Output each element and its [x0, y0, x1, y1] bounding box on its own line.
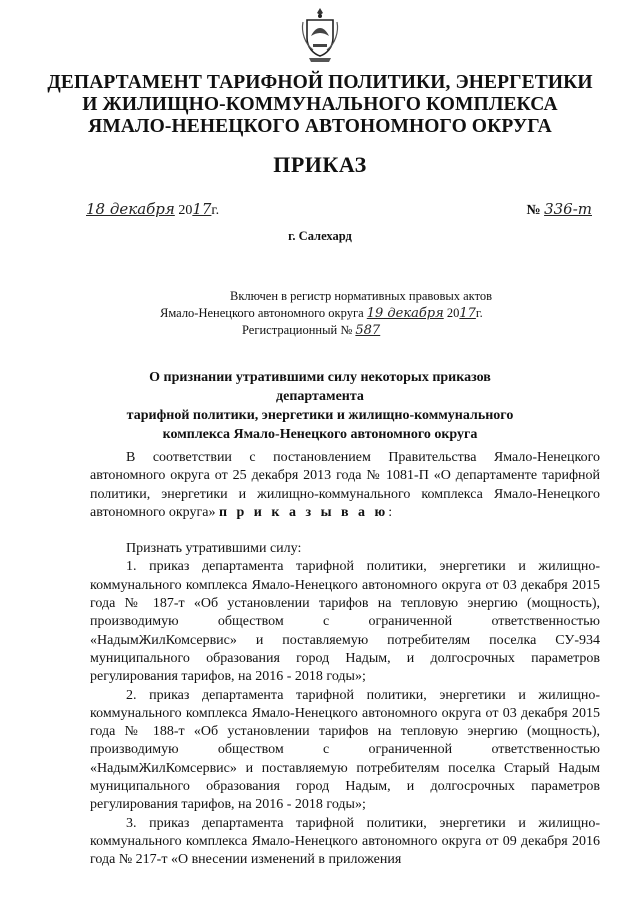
document-body — [90, 449, 600, 870]
registration-line-1: Включен в регистр нормативных правовых актов — [230, 289, 493, 303]
coat-of-arms-emblem — [299, 6, 341, 66]
registration-handwritten-year: 17 — [459, 306, 476, 321]
declare-paragraph: Признать утратившими силу: — [126, 541, 302, 557]
order-subject — [110, 368, 530, 444]
city-label: г. Салехард — [288, 229, 352, 243]
registration-line-3 — [160, 322, 580, 339]
registration-line-2 — [160, 305, 580, 322]
registration-year-suffix: г. — [475, 306, 483, 320]
registration-number-label: Регистрационный № — [242, 323, 353, 337]
intro-text: В соответствии с постановлением Правительства Ямало-Ненецкого автономного округа от 25 декабря 2013 года № 1081-П «О департаменте тарифной политики, энергетики и жилищно-коммунального комплекса Ямало-Ненецкого автономного округа» — [90, 450, 600, 520]
subject-line-1: О признании утратившими силу некоторых приказов департамента — [149, 370, 491, 404]
department-header — [40, 72, 600, 138]
order-number — [526, 200, 592, 219]
header-line-2: И ЖИЛИЩНО-КОММУНАЛЬНОГО КОМПЛЕКСА — [82, 94, 558, 115]
subject-line-3: комплекса Ямало-Ненецкого автономного округа — [162, 427, 478, 442]
document-type-title: ПРИКАЗ — [273, 152, 367, 177]
order-date — [86, 200, 219, 219]
item-2-paragraph: 2. приказ департамента тарифной политики, энергетики и жилищно-коммунального комплекса Ямало-Ненецкого автономного округа от 03 декабря 2015 года № 188-т «Об установлении тарифов на тепловую энергию (мощность), производимую обществом с ограниченной ответственностью «НадымЖилКомсервис» и поставляемую потребителям поселка Старый Надым муниципального образования город Надым, и долгосрочных параметров регулирования тарифов, на 2016 - 2018 годы»; — [90, 687, 600, 813]
item-3-paragraph: 3. приказ департамента тарифной политики, энергетики и жилищно-коммунального комплекса Ямало-Ненецкого автономного округа от 09 декабря 2016 года № 217-т «О внесении изменений в приложения — [90, 815, 600, 868]
order-colon: : — [388, 504, 393, 520]
year-suffix: г. — [211, 203, 220, 218]
registration-stamp — [160, 288, 580, 339]
header-line-3: ЯМАЛО-НЕНЕЦКОГО АВТОНОМНОГО ОКРУГА — [88, 116, 552, 137]
intro-paragraph — [90, 449, 600, 522]
header-line-1: ДЕПАРТАМЕНТ ТАРИФНОЙ ПОЛИТИКИ, ЭНЕРГЕТИКИ — [47, 72, 593, 93]
handwritten-number: 336-т — [544, 200, 592, 218]
registration-year-prefix: 20 — [446, 306, 460, 320]
number-sign: № — [526, 203, 541, 218]
registration-handwritten-number: 587 — [355, 323, 381, 338]
subject-line-2: тарифной политики, энергетики и жилищно-коммунального — [126, 408, 514, 423]
registration-handwritten-date: 19 декабря — [366, 306, 444, 321]
year-prefix: 20 — [178, 203, 193, 218]
handwritten-year: 17 — [192, 200, 212, 218]
handwritten-date: 18 декабря — [86, 200, 175, 218]
registration-region: Ямало-Ненецкого автономного округа — [160, 306, 364, 320]
order-word: п р и к а з ы в а ю — [218, 504, 389, 520]
item-1-paragraph: 1. приказ департамента тарифной политики, энергетики и жилищно-коммунального комплекса Ямало-Ненецкого автономного округа от 03 декабря 2015 года № 187-т «Об установлении тарифов на тепловую энергию (мощность), производимую обществом с ограниченной ответственностью «НадымЖилКомсервис» и поставляемую потребителям поселка СУ-934 муниципального образования город Надым, и долгосрочных параметров регулирования тарифов, на 2016 - 2018 годы»; — [90, 559, 600, 685]
